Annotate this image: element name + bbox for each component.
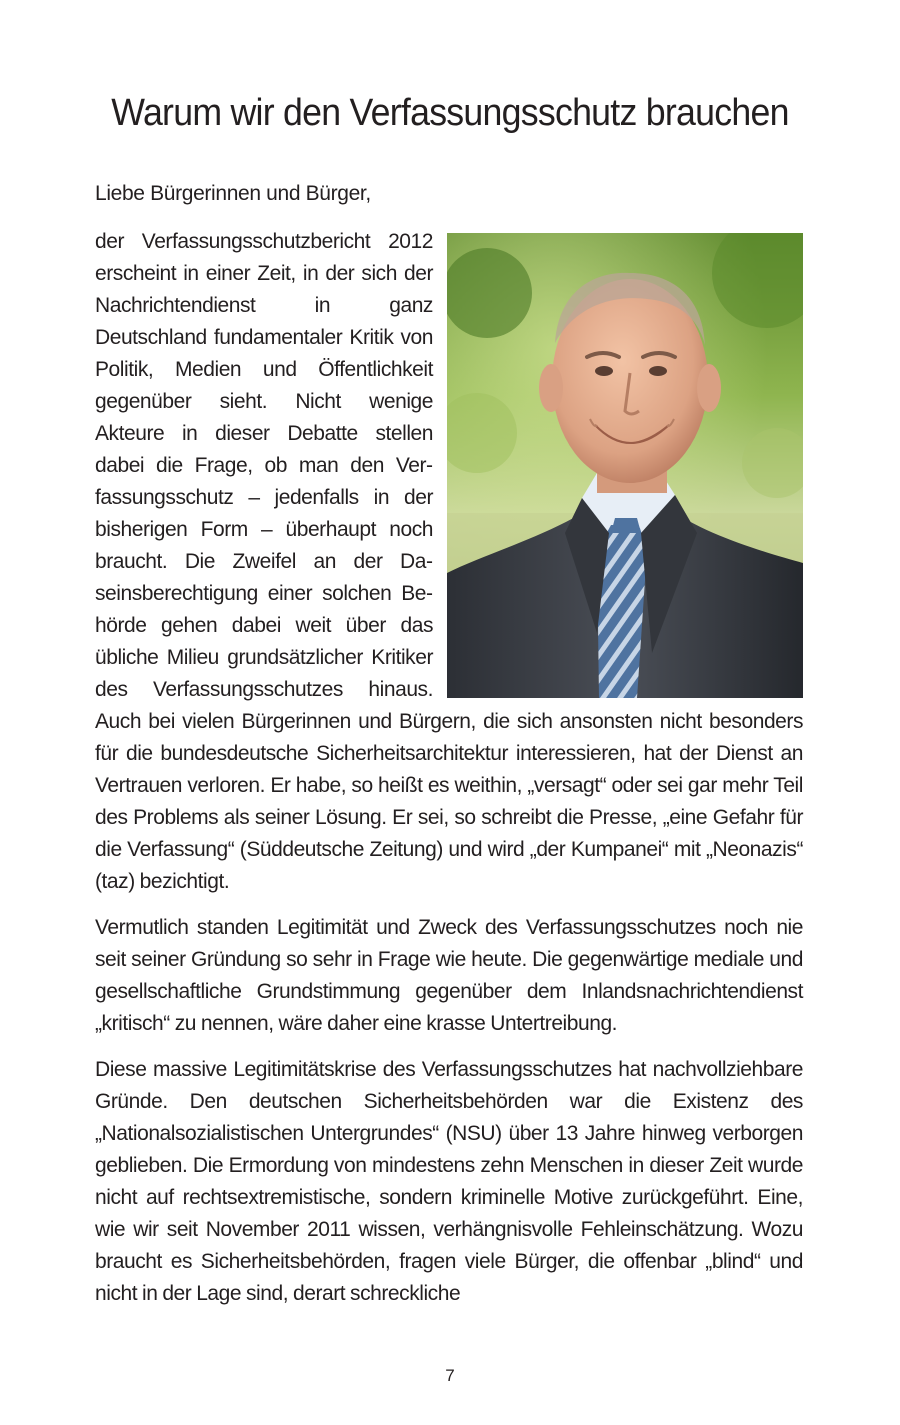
page-title: Warum wir den Verfassungsschutz brauchen <box>111 92 789 134</box>
salutation: Liebe Bürgerinnen und Bürger, <box>95 182 371 205</box>
portrait-photo <box>447 233 803 698</box>
body-paragraph-3: Diese massive Legitimitätskrise des Verfassungsschutzes hat nachvollziehbare Gründe. Den deutschen Sicherheitsbehörden war die Existenz des „Nationalsozialistischen Untergrundes“ (NSU) über 13 Jahre hinweg verborgen geblieben. Die Ermordung von mindestens zehn Menschen in dieser Zeit wurde nicht auf rechtsextremistische, sondern kriminelle Motive zurückgeführt. Eine, wie wir seit November 2011 wissen, verhängnisvolle Fehleinschätzung. Wozu braucht es Sicherheitsbehörden, fragen viele Bürger, die offenbar „blind“ und nicht in der Lage sind, derart schreckliche <box>95 1058 803 1305</box>
page-number: 7 <box>445 1366 455 1385</box>
body-text <box>95 226 803 1324</box>
body-paragraph-2: Vermutlich standen Legitimität und Zweck des Verfassungsschutzes noch nie seit seiner Gründung so sehr in Frage wie heute. Die gegenwärtige mediale und gesellschaftliche Grundstimmung gegenüber dem Inlandsnachrichtendienst „kritisch“ zu nennen, wäre daher eine krasse Untertreibung. <box>95 916 803 1035</box>
body-paragraph-1: der Verfassungsschutzbericht 2012 erscheint in einer Zeit, in der sich der Nachrichtendienst in ganz Deutschland fundamentaler Kritik von Politik, Medien und Öffentlichkeit gegenüber sieht. Nicht wenige Akteure in dieser Debatte stellen dabei die Frage, ob man den Verfassungsschutz – jedenfalls in der bisherigen Form – überhaupt noch braucht. Die Zweifel an der Daseinsberechtigung einer solchen Behörde gehen dabei weit über das übliche Milieu grundsätzlicher Kritiker des Verfassungsschutzes hinaus. Auch bei vielen Bürgerinnen und Bürgern, die sich ansonsten nicht besonders für die bundesdeutsche Sicherheitsarchitektur interessieren, hat der Dienst an Vertrauen verloren. Er habe, so heißt es weithin, „versagt“ oder sei gar mehr Teil des Problems als seiner Lösung. Er sei, so schreibt die Presse, „eine Gefahr für die Verfassung“ (Süddeutsche Zeitung) und wird „der Kumpanei“ mit „Neonazis“ (taz) bezichtigt. <box>95 230 803 893</box>
